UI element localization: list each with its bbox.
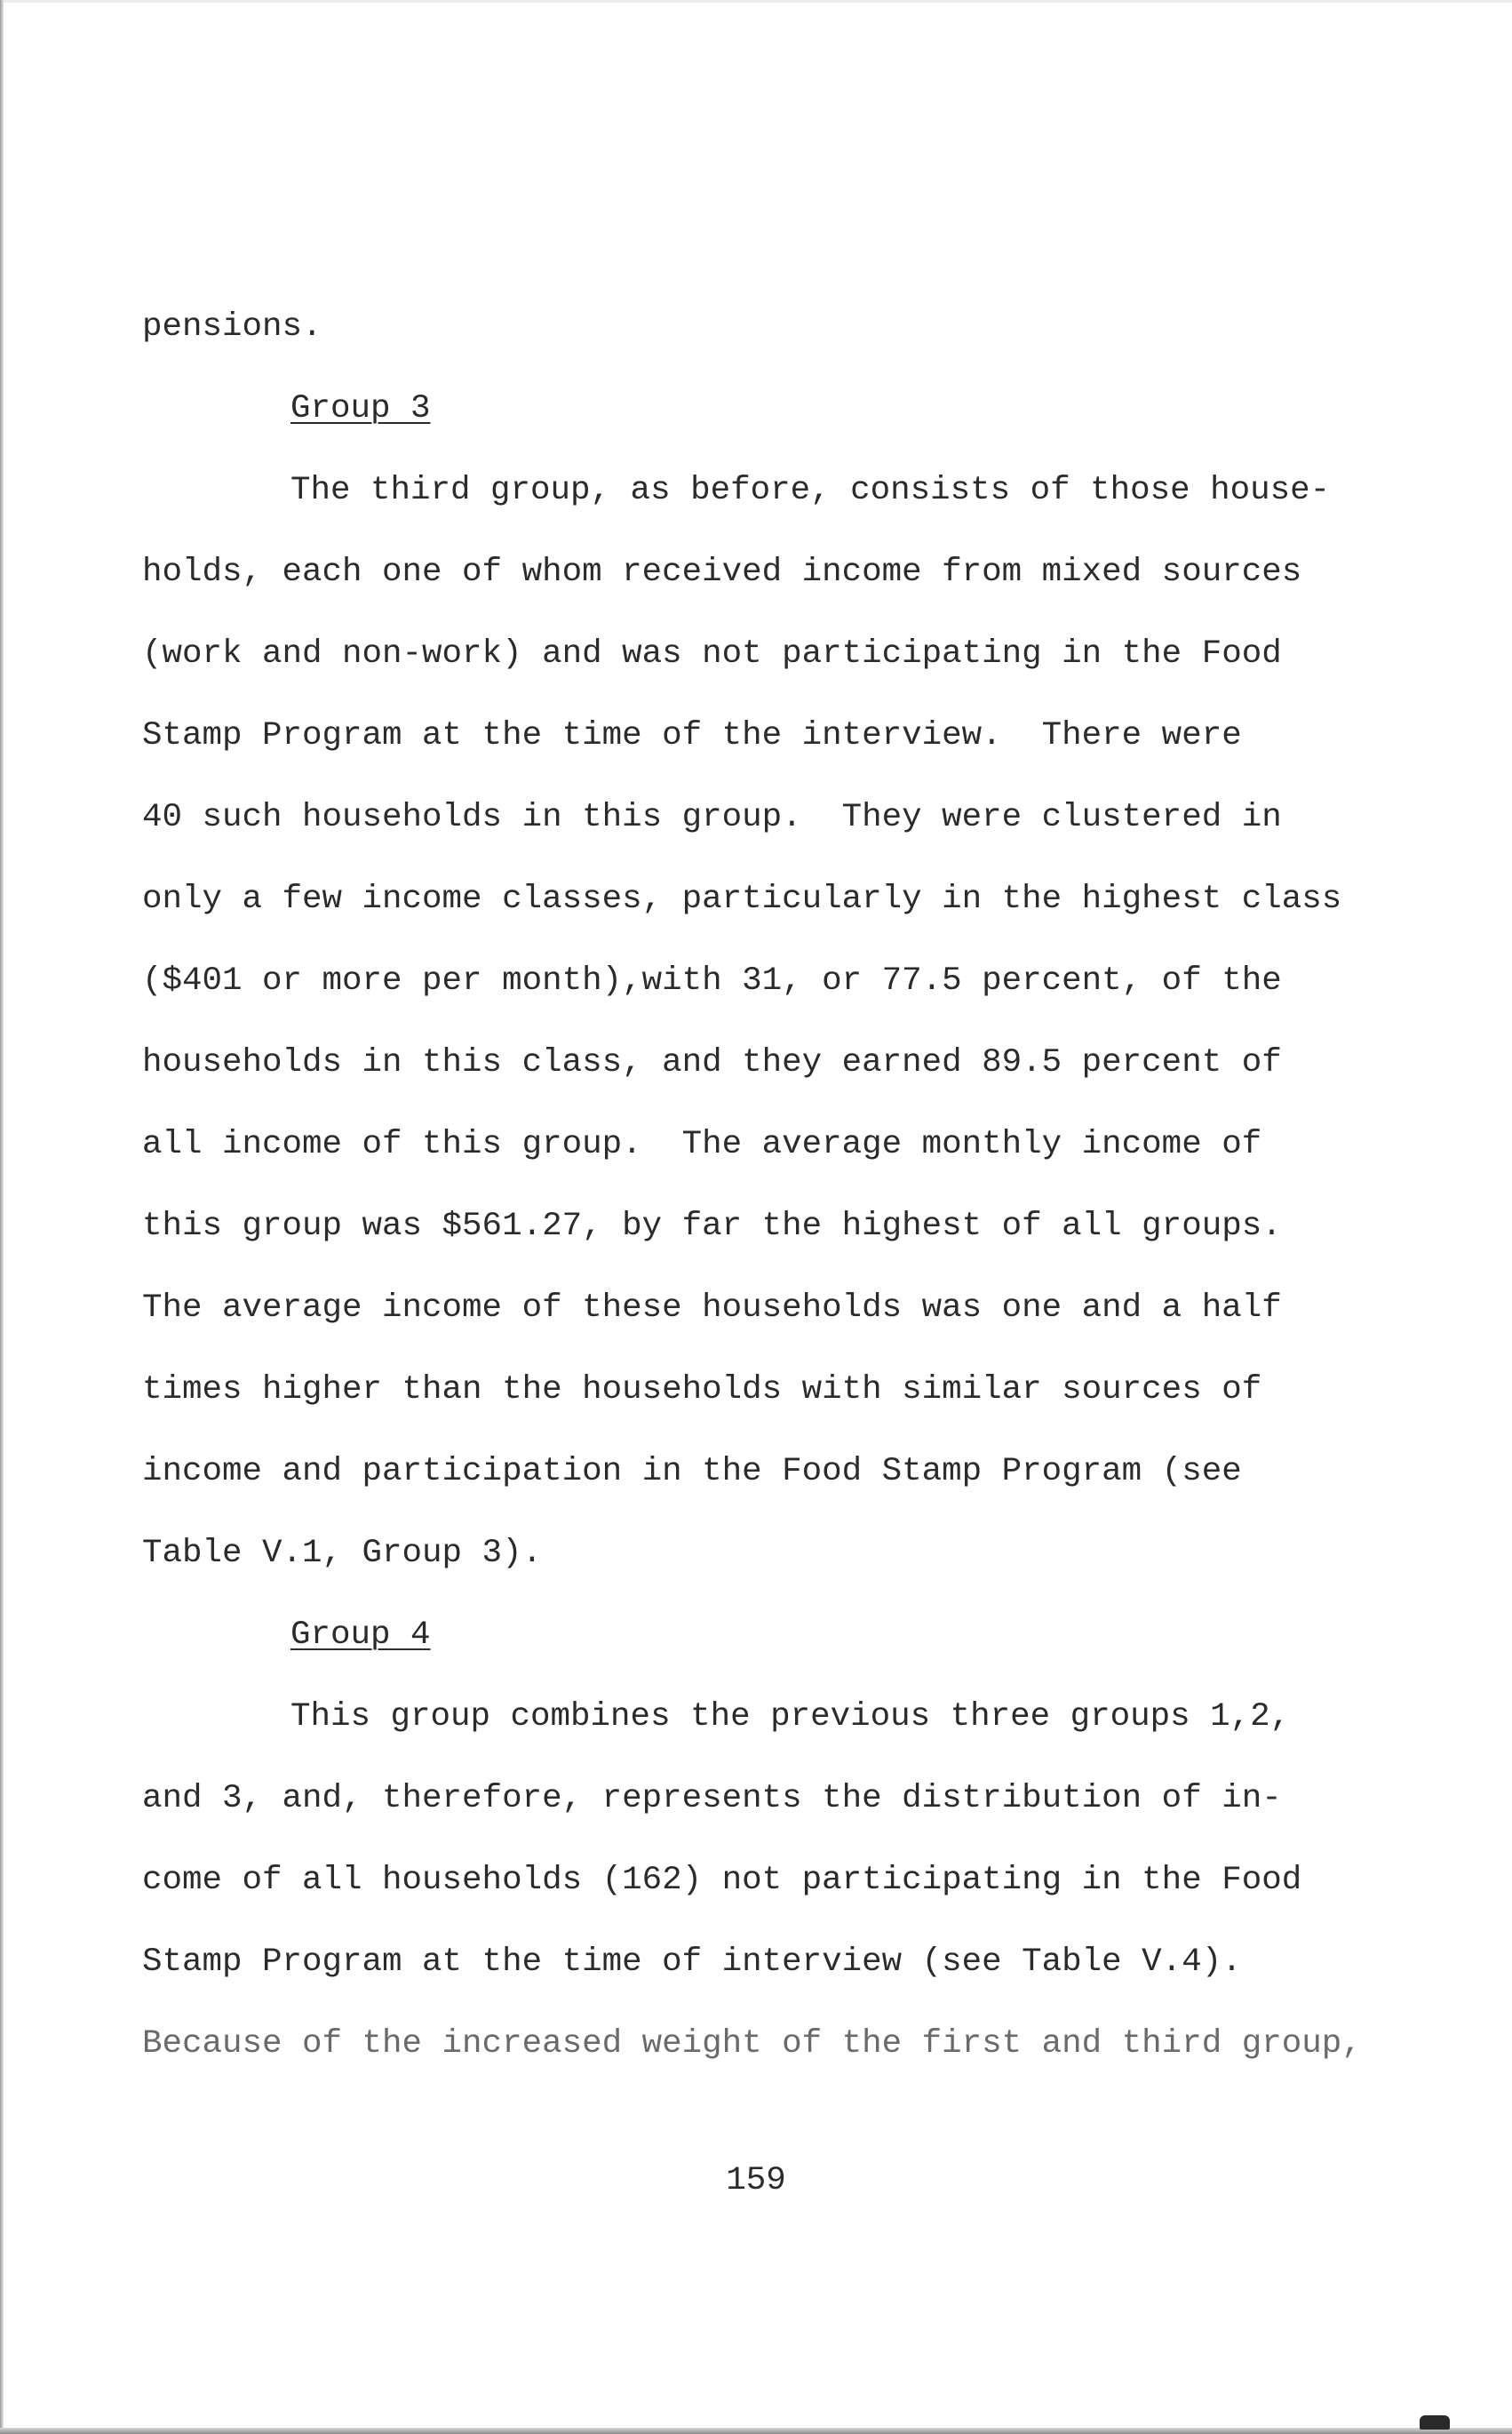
text-line: 40 such households in this group. They were clustered in: [142, 799, 1282, 836]
text-line: The average income of these households was one and a half: [142, 1289, 1282, 1327]
section-heading-group-3: Group 3: [290, 390, 431, 427]
text-line: all income of this group. The average monthly income of: [142, 1126, 1262, 1163]
text-line: times higher than the households with similar sources of: [142, 1371, 1262, 1409]
binder-clip-mark: [1420, 2415, 1450, 2430]
text-line: Stamp Program at the time of the interview. There were: [142, 717, 1242, 754]
text-line: households in this class, and they earned 89.5 percent of: [142, 1044, 1282, 1081]
text-line: this group was $561.27, by far the highest of all groups.: [142, 1208, 1282, 1245]
text-line: Table V.1, Group 3).: [142, 1535, 543, 1572]
text-line: income and participation in the Food Stamp Program (see: [142, 1453, 1242, 1490]
text-line: This group combines the previous three groups 1,2,: [290, 1698, 1291, 1736]
text-line: (work and non-work) and was not participating in the Food: [142, 635, 1282, 673]
text-line: and 3, and, therefore, represents the distribution of in-: [142, 1780, 1282, 1817]
text-line: Because of the increased weight of the first and third group,: [142, 2025, 1362, 2063]
text-line: The third group, as before, consists of those house-: [290, 472, 1331, 509]
section-heading-group-4: Group 4: [290, 1616, 431, 1654]
text-line: come of all households (162) not participating in the Food: [142, 1862, 1302, 1899]
page-edge-bottom: [0, 2428, 1512, 2434]
text-line: Stamp Program at the time of interview (see Table V.4).: [142, 1943, 1242, 1981]
page-edge-top: [0, 0, 1512, 3]
text-line: holds, each one of whom received income from mixed sources: [142, 554, 1302, 591]
text-line: pensions.: [142, 308, 322, 346]
text-line: only a few income classes, particularly in the highest class: [142, 881, 1342, 918]
page-edge-left: [0, 0, 4, 2434]
page-number: 159: [726, 2162, 786, 2199]
text-line: ($401 or more per month),with 31, or 77.5 percent, of the: [142, 962, 1282, 1000]
